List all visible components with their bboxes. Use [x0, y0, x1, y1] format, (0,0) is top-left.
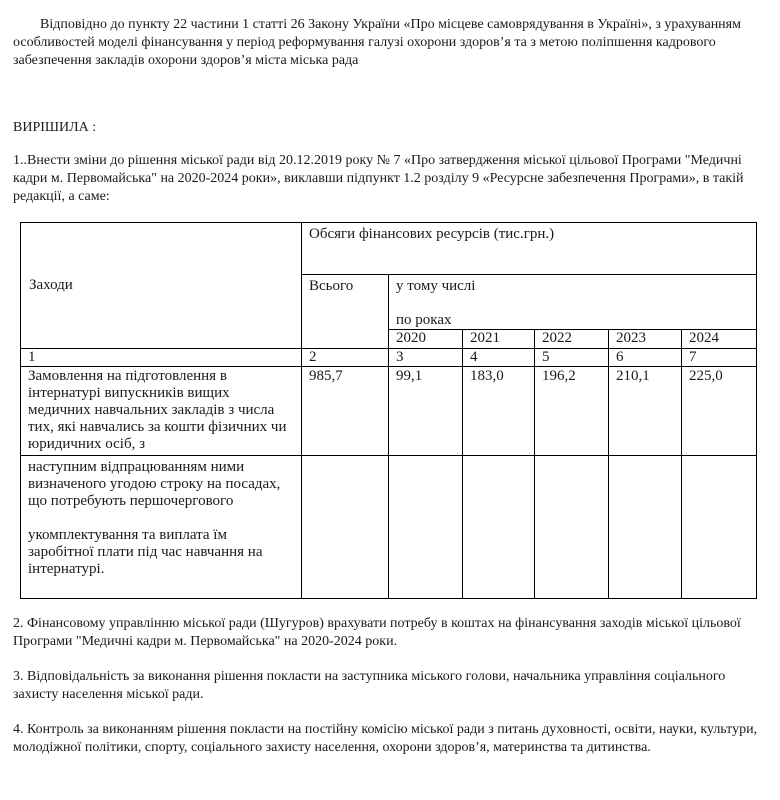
financing-table [20, 222, 757, 599]
value-total: 985,7 [302, 367, 389, 456]
item-2-paragraph: 2. Фінансовому управлінню міської ради (Шугуров) врахувати потребу в коштах на фінансування заходів міської цільової Програми "Медичні кадри м. Первомайська" на 2020-2024 роки. [13, 616, 741, 649]
intro-paragraph: Відповідно до пункту 22 частини 1 статті 26 Закону України «Про місцеве самоврядування в Україні», з урахуванням особливостей моделі фінансування у період реформування галузі охорони здоров’я та з метою поліпшення кадрового забезпечення закладів охорони здоров’я міста міська рада [13, 17, 741, 68]
header-financial-volumes: Обсяги фінансових ресурсів (тис.грн.) [302, 223, 757, 275]
year-header-2023: 2023 [609, 330, 682, 349]
measure-description-continued [21, 456, 302, 599]
col-number: 1 [21, 349, 302, 367]
measure-continuation-part-2: укомплектування та виплата їм заробітної плати під час навчання на інтернатурі. [28, 527, 263, 577]
column-number-row [21, 349, 757, 367]
item-3-paragraph: 3. Відповідальність за виконання рішення покласти на заступника міського голови, начальника управління соціального захисту населення міської ради. [13, 669, 726, 702]
empty-cell [535, 456, 609, 599]
value-2024: 225,0 [682, 367, 757, 456]
value-2022: 196,2 [535, 367, 609, 456]
col-number: 5 [535, 349, 609, 367]
value-2020: 99,1 [389, 367, 463, 456]
col-number: 2 [302, 349, 389, 367]
measure-description: Замовлення на підготовлення в інтернатурі випускників вищих медичних навчальних закладів з числа тих, які навчались за кошти фізичних чи юридичних осіб, з [21, 367, 302, 456]
col-number: 4 [463, 349, 535, 367]
year-header-2021: 2021 [463, 330, 535, 349]
empty-cell [682, 456, 757, 599]
col-number: 6 [609, 349, 682, 367]
decided-heading: ВИРІШИЛА : [13, 120, 97, 135]
header-by-years: по роках [396, 312, 452, 328]
measure-continuation-part-1: наступним відпрацюванням ними визначеного угодою строку на посадах, що потребують першочергового [28, 459, 281, 509]
empty-cell [609, 456, 682, 599]
value-2023: 210,1 [609, 367, 682, 456]
year-header-2020: 2020 [389, 330, 463, 349]
year-header-2022: 2022 [535, 330, 609, 349]
header-including-label: у тому числі [396, 278, 476, 294]
col-number: 3 [389, 349, 463, 367]
header-measures: Заходи [21, 223, 302, 349]
table-row [21, 367, 757, 456]
empty-cell [302, 456, 389, 599]
empty-cell [463, 456, 535, 599]
header-total: Всього [302, 275, 389, 349]
item-1-paragraph: 1..Внести зміни до рішення міської ради від 20.12.2019 року № 7 «Про затвердження міської цільової Програми "Медичні кадри м. Первомайська" на 2020-2024 роки», виклавши підпункт 1.2 розділу 9 «Ресурсне забезпечення Програми», в такій редакції, а саме: [13, 153, 744, 204]
col-number: 7 [682, 349, 757, 367]
table-row [21, 456, 757, 599]
empty-cell [389, 456, 463, 599]
value-2021: 183,0 [463, 367, 535, 456]
header-including [389, 275, 757, 330]
year-header-2024: 2024 [682, 330, 757, 349]
item-4-paragraph: 4. Контроль за виконанням рішення покласти на постійну комісію міської ради з питань духовності, освіти, науки, культури, молодіжної політики, спорту, соціального захисту населення, охорони здоров’я, материнства та дитинства. [13, 722, 758, 755]
